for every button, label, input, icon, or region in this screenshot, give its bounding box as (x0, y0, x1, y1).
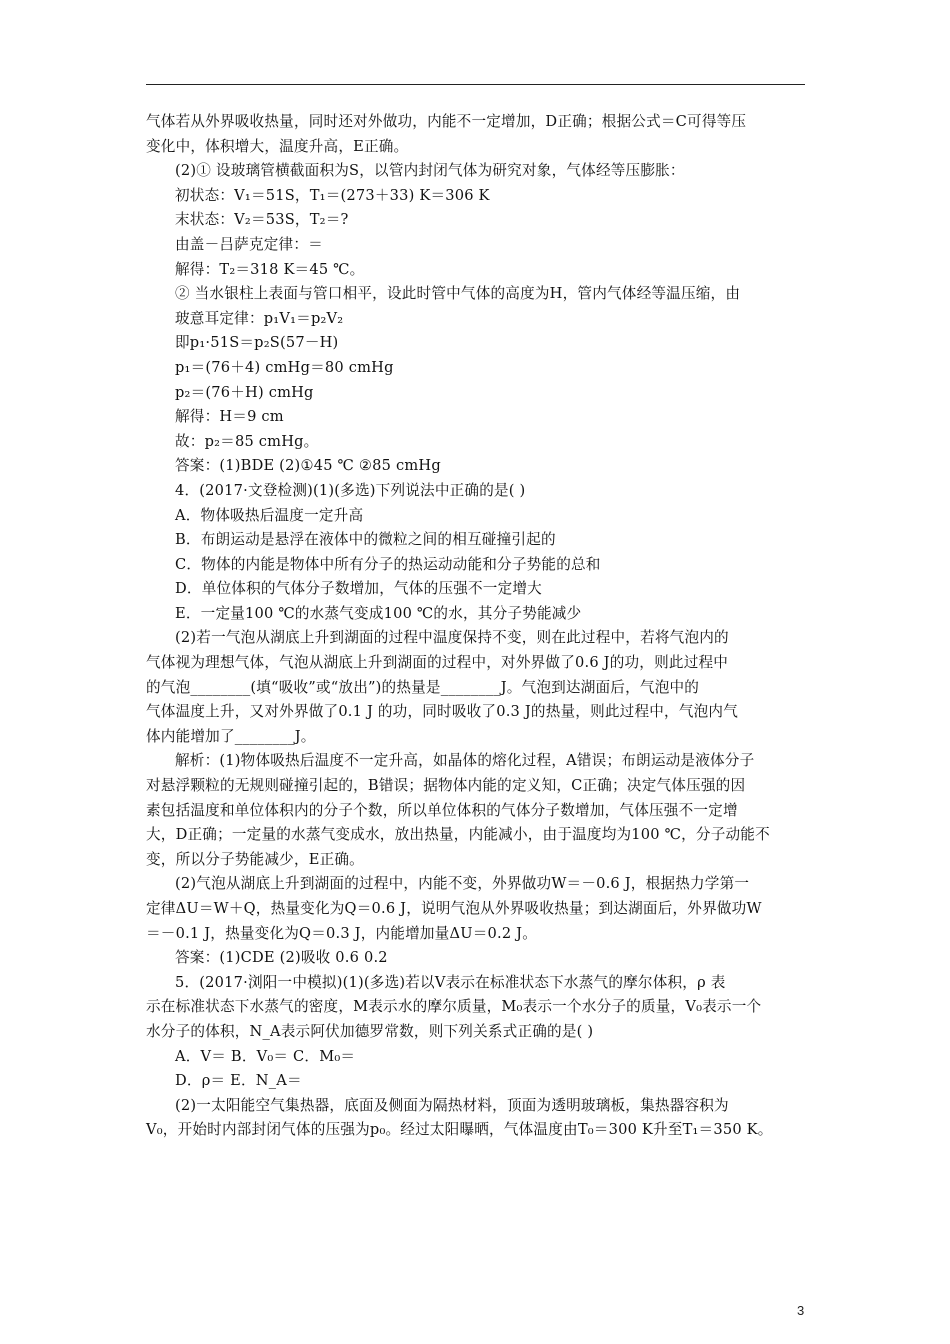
text-line: 玻意耳定律：p₁V₁＝p₂V₂ (175, 309, 344, 327)
text-line: (2)若一气泡从湖底上升到湖面的过程中温度保持不变，则在此过程中，若将气泡内的 (175, 629, 729, 647)
text-line: 变，所以分子势能减少，E正确。 (146, 850, 364, 868)
document-body (146, 110, 812, 1143)
text-line: 末状态：V₂＝53S，T₂＝? (175, 211, 349, 229)
text-line: ② 当水银柱上表面与管口相平，设此时管中气体的高度为H，管内气体经等温压缩，由 (175, 285, 741, 303)
text-line: 初状态：V₁＝51S，T₁＝(273＋33) K＝306 K (175, 186, 490, 204)
text-line: C．物体的内能是物体中所有分子的热运动动能和分子势能的总和 (175, 555, 601, 573)
text-line: 素包括温度和单位体积内的分子个数，所以单位体积的气体分子数增加，气体压强不一定增 (146, 801, 738, 819)
text-line: 答案：(1)BDE (2)①45 ℃ ②85 cmHg (175, 457, 441, 475)
text-line: 即p₁·51S＝p₂S(57－H) (175, 334, 339, 352)
page-number: 3 (797, 1303, 805, 1318)
text-line: (2)一太阳能空气集热器，底面及侧面为隔热材料，顶面为透明玻璃板，集热器容积为 (175, 1096, 729, 1114)
text-line: D．ρ＝ E．N_A＝ (175, 1072, 302, 1090)
text-line: 变化中，体积增大，温度升高，E正确。 (146, 137, 409, 155)
text-line: 示在标准状态下水蒸气的密度，M表示水的摩尔质量，M₀表示一个水分子的质量，V₀表示一个 (146, 998, 762, 1016)
text-line: E．一定量100 ℃的水蒸气变成100 ℃的水，其分子势能减少 (175, 604, 582, 622)
text-line: p₁＝(76＋4) cmHg＝80 cmHg (175, 358, 394, 376)
text-line: D．单位体积的气体分子数增加，气体的压强不一定增大 (175, 580, 542, 598)
text-line: p₂＝(76＋H) cmHg (175, 383, 314, 401)
text-line: 气体温度上升，又对外界做了0.1 J 的功，同时吸收了0.3 J的热量，则此过程中，气泡内气 (146, 703, 739, 721)
text-line: 定律ΔU＝W＋Q，热量变化为Q＝0.6 J，说明气泡从外界吸收热量；到达湖面后，外界做功W (146, 900, 762, 917)
text-line: ＝－0.1 J，热量变化为Q＝0.3 J，内能增加量ΔU＝0.2 J。 (146, 924, 537, 942)
text-line: 5．(2017·浏阳一中模拟)(1)(多选)若以V表示在标准状态下水蒸气的摩尔体积，ρ 表 (175, 973, 726, 991)
text-line: 4．(2017·文登检测)(1)(多选)下列说法中正确的是( ) (175, 481, 526, 499)
text-line: 对悬浮颗粒的无规则碰撞引起的，B错误；据物体内能的定义知，C正确；决定气体压强的因 (146, 777, 746, 795)
text-line: 答案：(1)CDE (2)吸收 0.6 0.2 (175, 949, 388, 967)
text-line: 体内能增加了________J。 (146, 727, 316, 745)
text-line: 水分子的体积，N_A表示阿伏加德罗常数，则下列关系式正确的是( ) (146, 1022, 594, 1040)
text-line: 气体若从外界吸收热量，同时还对外做功，内能不一定增加，D正确；根据公式＝C可得等压 (146, 113, 747, 130)
text-line: A．V＝ B．V₀＝ C．M₀＝ (175, 1047, 356, 1065)
text-line: A．物体吸热后温度一定升高 (175, 506, 364, 524)
header-rule (146, 84, 805, 85)
text-line: (2)① 设玻璃管横截面积为S，以管内封闭气体为研究对象，气体经等压膨胀： (175, 162, 685, 180)
text-line: 的气泡________(填“吸收”或“放出”)的热量是________J。气泡到达湖面后，气泡中的 (146, 678, 700, 696)
text-line: 故：p₂＝85 cmHg。 (175, 432, 319, 450)
text-line: 解得：H＝9 cm (175, 408, 284, 426)
text-line: V₀，开始时内部封闭气体的压强为p₀。经过太阳曝晒，气体温度由T₀＝300 K升至T₁＝350 K。 (146, 1121, 773, 1139)
text-line: (2)气泡从湖底上升到湖面的过程中，内能不变，外界做功W＝－0.6 J，根据热力学第一 (175, 875, 750, 893)
text-line: 由盖－吕萨克定律：＝ (175, 235, 323, 253)
text-line: B．布朗运动是悬浮在液体中的微粒之间的相互碰撞引起的 (175, 531, 556, 549)
text-line: 气体视为理想气体，气泡从湖底上升到湖面的过程中，对外界做了0.6 J的功，则此过程中 (146, 654, 729, 672)
text-line: 解析：(1)物体吸热后温度不一定升高，如晶体的熔化过程，A错误；布朗运动是液体分子 (175, 752, 755, 770)
text-line: 大，D正确；一定量的水蒸气变成水，放出热量，内能减小，由于温度均为100 ℃，分子动能不 (146, 826, 770, 844)
text-line: 解得：T₂＝318 K＝45 ℃。 (175, 260, 365, 278)
